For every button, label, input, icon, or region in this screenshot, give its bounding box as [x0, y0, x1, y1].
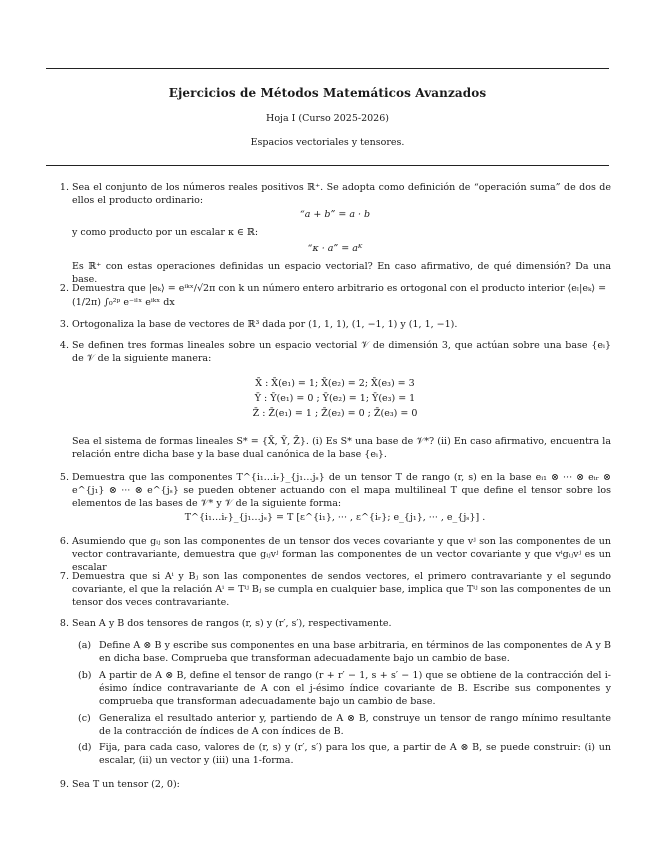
document-topic: Espacios vectoriales y tensores.: [250, 137, 405, 148]
exercise-text-end: Sea el sistema de formas lineales S* = {X̄, Ȳ, Z̄}. (i) Es S* una base de 𝒱*? (ii) En caso afirmativo, encuentra la relación entre dicha base y la base dual canónica de la base {eᵢ}.: [72, 436, 611, 460]
subitem-text: Fija, para cada caso, valores de (r, s) y (r′, s′) para los que, a partir de A ⊗ B, se puede construir: (i) un escalar, (ii) un vector y (iii) una 1-forma.: [99, 742, 611, 766]
subitem-text: Define A ⊗ B y escribe sus componentes en una base arbitraria, en términos de las componentes de A y B en dicha base. Comprueba que transforman adecuadamente bajo un cambio de base.: [99, 640, 611, 664]
exercise-1: [59, 181, 611, 285]
exercise-number: 3.: [59, 319, 69, 330]
subitem-text: Generaliza el resultado anterior y, partiendo de A ⊗ B, construye un tensor de rango mínimo resultante de la contracción de índices de A con índices de B.: [99, 713, 611, 737]
exercise-text: Demuestra que si Aⁱ y Bⱼ son las componentes de sendos vectores, el primero contravariante y el segundo covariante, el que la relación Aⁱ = Tⁱʲ Bⱼ se cumpla en cualquier base, implica que Tⁱʲ son las componentes de un tensor dos veces contravariante.: [72, 571, 611, 608]
exercise-4: [59, 339, 611, 467]
subitem-label: (a): [78, 640, 92, 651]
exercise-number: 6.: [59, 536, 69, 547]
document-title: Ejercicios de Métodos Matemáticos Avanzados: [168, 86, 487, 100]
exercise-5: [59, 471, 611, 531]
tensor-component-equation: T^{i₁…iᵣ}_{j₁…jₛ} = T [ε^{i₁}, ··· , ε^{iᵣ}; e_{j₁}, ··· , e_{jₛ}] .: [184, 512, 486, 523]
exercise-text: Asumiendo que gᵢⱼ son las componentes de un tensor dos veces covariante y que vʲ son las componentes de un vector contravariante, demuestra que gᵢⱼvʲ forman las componentes de un vector covariante y que vⁱgᵢⱼvʲ es un escalar: [72, 536, 611, 573]
subitem-text: A partir de A ⊗ B, define el tensor de rango (r + r′ − 1, s + s′ − 1) que se obtiene de la contracción del i-ésimo índice contravariante de A con el j-ésimo índice covariante de B. Escribe sus componentes y comprueba que transforman adecuadamente bajo un cambio de base.: [99, 670, 611, 707]
exercise-number: 5.: [59, 472, 69, 483]
exercise-text: Sea T un tensor (2, 0):: [72, 779, 180, 790]
subitem-label: (d): [78, 742, 92, 753]
form-z-definition: Z̄ : Z̄(e₁) = 1 ; Z̄(e₂) = 0 ; Z̄(e₃) = 0: [252, 408, 418, 419]
exercise-8: [59, 617, 611, 767]
exercise-number: 9.: [59, 779, 69, 790]
exercise-text-mid: y como producto por un escalar κ ∈ ℝ:: [72, 227, 259, 238]
subitem-label: (b): [78, 670, 92, 681]
exercise-text: Sea el conjunto de los números reales positivos ℝ⁺. Se adopta como definición de “operación suma” de dos de ellos el producto ordinario:: [72, 182, 611, 206]
exercise-2: [59, 282, 611, 310]
exercise-text: Demuestra que las componentes T^{i₁…iᵣ}_{j₁…jₛ} de un tensor T de rango (r, s) en la base eᵢ₁ ⊗ ··· ⊗ eᵢᵣ ⊗ e^{j₁} ⊗ ··· ⊗ e^{jₛ} se pueden obtener actuando con el mapa multilineal T que define el tensor sobre los elementos de las bases de 𝒱* y 𝒱 de la siguiente forma:: [72, 472, 611, 509]
exercise-3: [59, 318, 611, 332]
inner-product-integral: (1/2π) ∫₀²ᵖ e⁻ⁱˡˣ eⁱᵏˣ dx: [72, 297, 175, 308]
exercise-text: Se definen tres formas lineales sobre un espacio vectorial 𝒱 de dimensión 3, que actúan sobre una base {eᵢ} de 𝒱 de la siguiente manera:: [72, 340, 611, 364]
exercise-number: 8.: [59, 618, 69, 629]
exercise-number: 2.: [59, 283, 69, 294]
form-x-definition: X̄ : X̄(e₁) = 1; X̄(e₂) = 2; X̄(e₃) = 3: [255, 378, 415, 389]
exercise-text: Ortogonaliza la base de vectores de ℝ³ dada por (1, 1, 1), (1, −1, 1) y (1, 1, −1).: [72, 319, 458, 330]
exercise-text-end: Es ℝ⁺ con estas operaciones definidas un espacio vectorial? En caso afirmativo, de qué dimensión? Da una base.: [72, 261, 611, 285]
exercise-7: [59, 570, 611, 612]
exercise-number: 4.: [59, 340, 69, 351]
form-y-definition: Ȳ : Ȳ(e₁) = 0 ; Ȳ(e₂) = 1; Ȳ(e₃) = 1: [254, 393, 416, 404]
equation-scalar: “κ · a” = aᴷ: [307, 243, 363, 254]
equation-sum: “a + b” = a · b: [299, 209, 371, 220]
linear-forms-definitions: [59, 376, 611, 421]
exercise-text: Demuestra que |eₖ⟩ = eⁱᵏˣ/√2π con k un número entero arbitrario es ortogonal con el producto interior ⟨eₗ|eₖ⟩ =: [72, 283, 607, 294]
exercise-number: 1.: [59, 182, 69, 193]
document-subtitle: Hoja I (Curso 2025-2026): [266, 113, 389, 124]
exercise-9: [59, 778, 611, 792]
exercise-text: Sean A y B dos tensores de rangos (r, s) y (r′, s′), respectivamente.: [72, 618, 392, 629]
exercise-number: 7.: [59, 571, 69, 582]
subitem-label: (c): [78, 713, 91, 724]
exercise-6: [59, 535, 611, 573]
